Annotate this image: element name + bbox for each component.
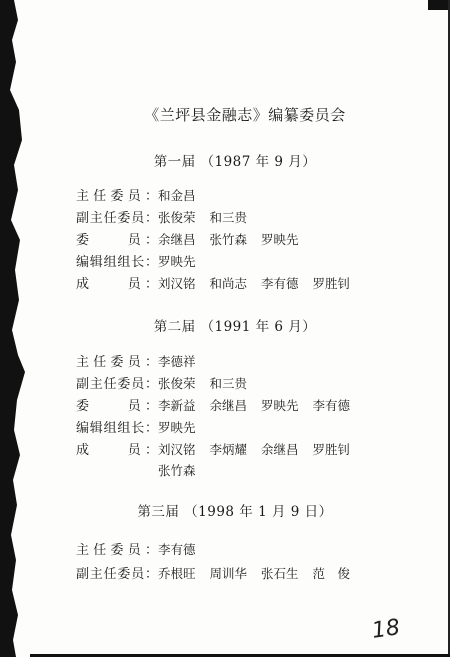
session-heading-2: 第二届 （1991 年 6 月） (153, 319, 317, 335)
member-names (158, 440, 364, 460)
member-names (158, 230, 313, 250)
role-label: 主任委员： (76, 355, 158, 370)
member-names (158, 396, 364, 416)
member-name: 李有德 (158, 542, 196, 557)
member-name: 乔根旺 (158, 566, 196, 581)
member-name: 罗映先 (261, 232, 299, 247)
role-label: 委 员： (76, 233, 158, 248)
role-label: 成 员： (76, 443, 158, 458)
session-2-row-vice-chair (76, 374, 261, 394)
role-label: 副主任委员： (76, 567, 158, 582)
member-name: 余继昌 (158, 232, 196, 247)
member-names (158, 352, 210, 372)
member-name: 李新益 (158, 398, 196, 413)
member-name: 和金昌 (158, 188, 196, 203)
role-label: 编辑组组长： (76, 255, 158, 270)
session-2-row-staff-continued (76, 461, 210, 481)
session-1-row-chair (76, 186, 210, 206)
member-name: 李德祥 (158, 354, 196, 369)
member-names (158, 208, 261, 228)
member-name: 李炳耀 (209, 442, 248, 457)
member-names (158, 186, 210, 206)
role-label: 委 员： (76, 399, 158, 414)
member-name: 张石生 (261, 566, 299, 581)
document-title: 《兰坪县金融志》编纂委员会 (144, 106, 346, 124)
member-names (158, 274, 364, 294)
role-label: 主任委员： (76, 189, 158, 204)
role-label: 副主任委员： (76, 377, 158, 392)
session-3-row-vice-chair (76, 564, 364, 584)
session-1-row-vice-chair (76, 208, 261, 228)
member-name: 罗映先 (261, 398, 299, 413)
member-name: 张俊荣 (158, 376, 196, 391)
member-name: 和三贵 (209, 210, 248, 225)
role-label: 主任委员： (76, 543, 158, 558)
member-name: 张竹森 (209, 232, 248, 247)
member-names (158, 564, 364, 584)
member-names (158, 252, 210, 272)
member-name: 和三贵 (209, 376, 248, 391)
session-3-row-chair (76, 540, 210, 560)
member-name: 范 俊 (312, 566, 351, 581)
member-name: 罗映先 (158, 420, 196, 435)
session-2-row-staff (76, 440, 364, 460)
session-2-row-editor-lead (76, 418, 210, 438)
scan-corner-mark (428, 0, 450, 10)
member-names (158, 418, 210, 438)
role-label: 编辑组组长： (76, 421, 158, 436)
role-label: 成 员： (76, 277, 158, 292)
member-names (158, 540, 210, 560)
member-name: 李有德 (312, 398, 351, 413)
member-name: 李有德 (261, 276, 299, 291)
member-name: 张竹森 (158, 463, 196, 478)
member-name: 刘汉铭 (158, 442, 196, 457)
member-names (158, 461, 210, 481)
member-name: 余继昌 (261, 442, 299, 457)
member-name: 和尚志 (209, 276, 248, 291)
session-1-row-members (76, 230, 313, 250)
session-heading-3: 第三届 （1998 年 1 月 9 日） (137, 504, 333, 520)
member-name: 罗胜钊 (312, 276, 351, 291)
session-1-row-editor-lead (76, 252, 210, 272)
member-name: 张俊荣 (158, 210, 196, 225)
role-label: 副主任委员： (76, 211, 158, 226)
member-name: 罗映先 (158, 254, 196, 269)
member-name: 罗胜钊 (312, 442, 351, 457)
handwritten-page-number: 18 (370, 615, 402, 644)
member-name: 余继昌 (209, 398, 248, 413)
session-2-row-members (76, 396, 364, 416)
session-2-row-chair (76, 352, 210, 372)
member-name: 刘汉铭 (158, 276, 196, 291)
member-name: 周训华 (209, 566, 248, 581)
session-heading-1: 第一届 （1987 年 9 月） (153, 154, 317, 170)
session-1-row-staff (76, 274, 364, 294)
member-names (158, 374, 261, 394)
